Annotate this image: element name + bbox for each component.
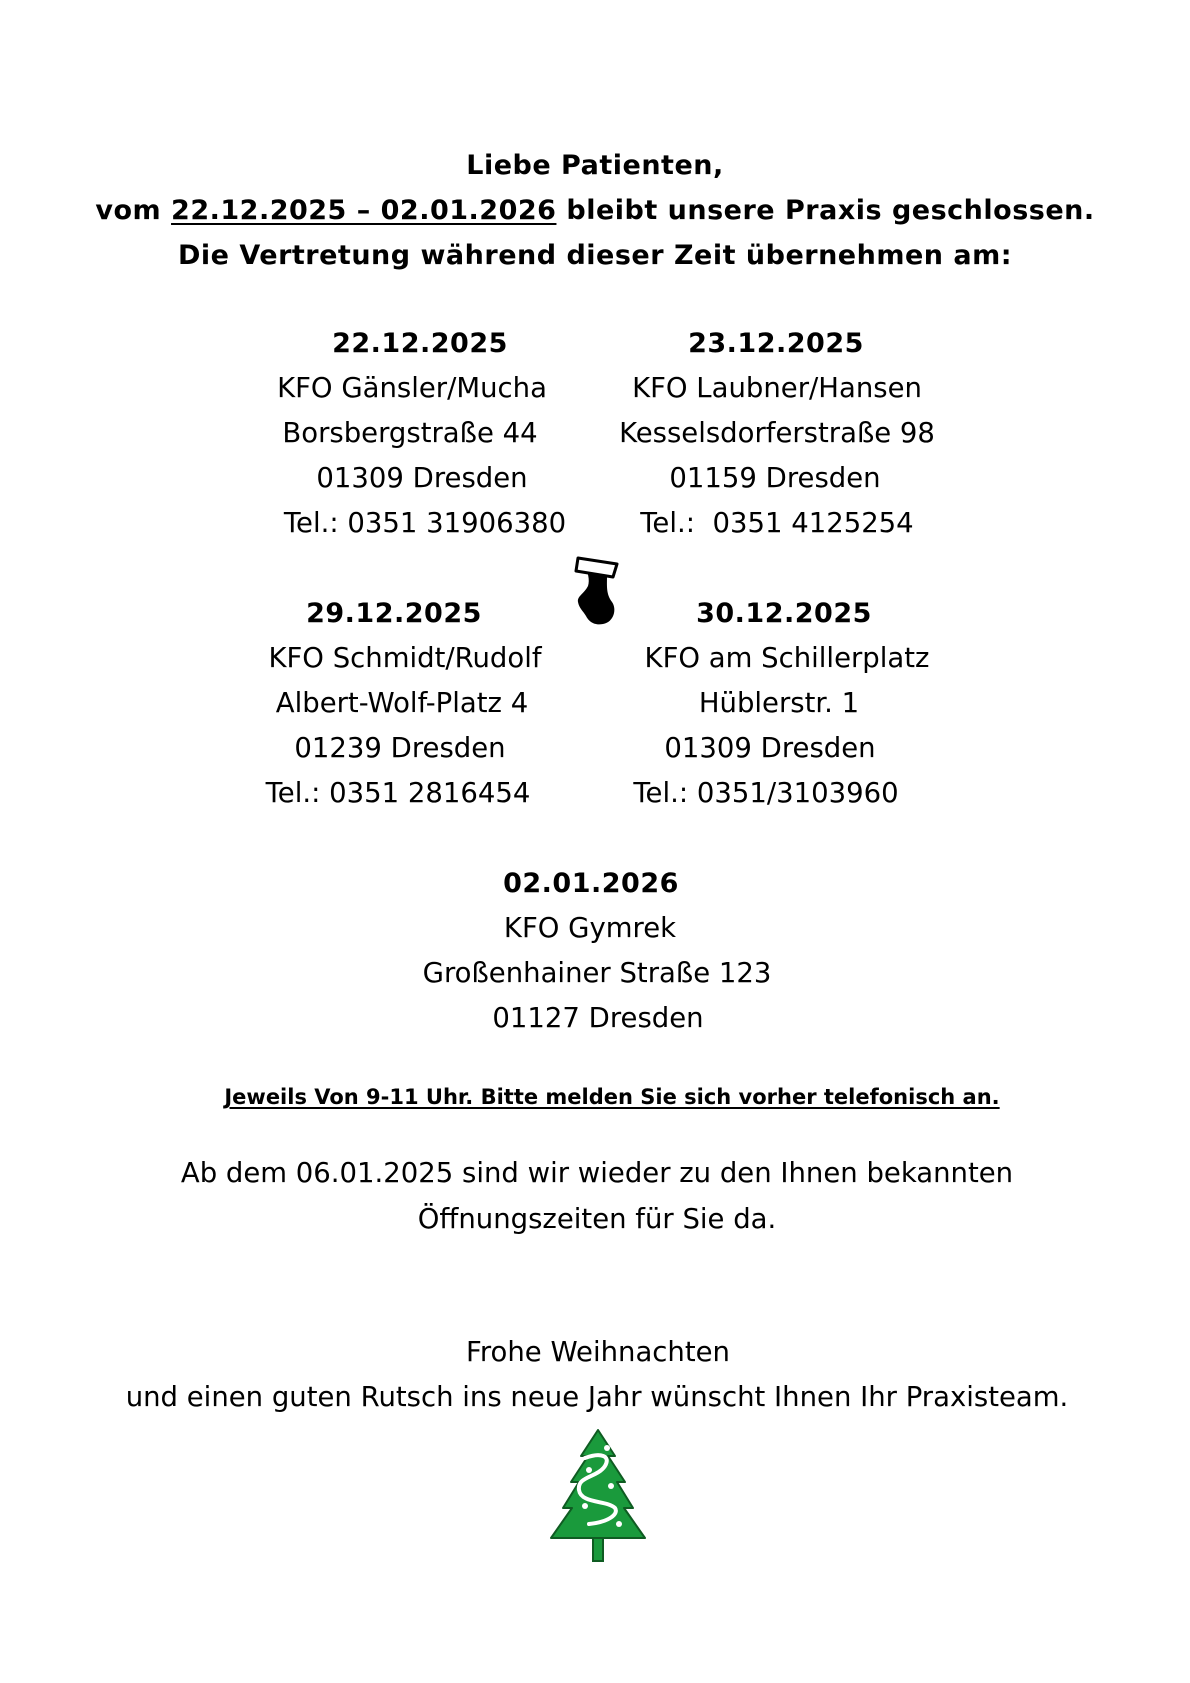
substitute-street: Hüblerstr. 1 bbox=[698, 687, 860, 719]
substitute-street: Borsbergstraße 44 bbox=[282, 417, 538, 449]
closing-line-1: Frohe Weihnachten bbox=[466, 1336, 730, 1368]
hours-notice: Jeweils Von 9-11 Uhr. Bitte melden Sie sich vorher telefonisch an. bbox=[224, 1085, 1000, 1109]
substitute-phone: Tel.: 0351 31906380 bbox=[283, 507, 567, 539]
substitute-intro: Die Vertretung während dieser Zeit übernehmen am: bbox=[177, 240, 1013, 271]
substitute-date: 23.12.2025 bbox=[688, 328, 864, 359]
substitute-date: 30.12.2025 bbox=[696, 598, 872, 629]
substitute-street: Großenhainer Straße 123 bbox=[422, 957, 772, 989]
closure-prefix: vom bbox=[95, 195, 172, 226]
substitute-practice: KFO Laubner/Hansen bbox=[632, 372, 922, 404]
reopen-line-1: Ab dem 06.01.2025 sind wir wieder zu den Ihnen bekannten bbox=[180, 1157, 1014, 1189]
christmas-tree-icon bbox=[549, 1428, 647, 1563]
substitute-practice: KFO Gänsler/Mucha bbox=[277, 372, 547, 404]
substitute-practice: KFO Schmidt/Rudolf bbox=[268, 642, 542, 674]
substitute-city: 01127 Dresden bbox=[492, 1002, 704, 1034]
closure-suffix: bleibt unsere Praxis geschlossen. bbox=[556, 195, 1095, 226]
closure-notice bbox=[95, 195, 1094, 226]
stocking-icon bbox=[572, 556, 624, 628]
substitute-date: 22.12.2025 bbox=[332, 328, 508, 359]
substitute-phone: Tel.: 0351 2816454 bbox=[265, 777, 531, 809]
substitute-city: 01159 Dresden bbox=[669, 462, 881, 494]
closing-line-2: und einen guten Rutsch ins neue Jahr wünscht Ihnen Ihr Praxisteam. bbox=[125, 1381, 1069, 1413]
substitute-phone: Tel.: 0351/3103960 bbox=[633, 777, 899, 809]
substitute-street: Albert-Wolf-Platz 4 bbox=[275, 687, 529, 719]
closure-dates: 22.12.2025 – 02.01.2026 bbox=[171, 195, 557, 226]
substitute-street: Kesselsdorferstraße 98 bbox=[619, 417, 935, 449]
greeting: Liebe Patienten, bbox=[466, 150, 724, 181]
reopen-line-2: Öffnungszeiten für Sie da. bbox=[417, 1203, 777, 1235]
substitute-practice: KFO Gymrek bbox=[503, 912, 677, 944]
substitute-city: 01309 Dresden bbox=[664, 732, 876, 764]
substitute-city: 01309 Dresden bbox=[316, 462, 528, 494]
substitute-practice: KFO am Schillerplatz bbox=[644, 642, 930, 674]
substitute-city: 01239 Dresden bbox=[294, 732, 506, 764]
substitute-date: 02.01.2026 bbox=[503, 868, 679, 899]
substitute-phone: Tel.: 0351 4125254 bbox=[640, 507, 914, 539]
substitute-date: 29.12.2025 bbox=[306, 598, 482, 629]
